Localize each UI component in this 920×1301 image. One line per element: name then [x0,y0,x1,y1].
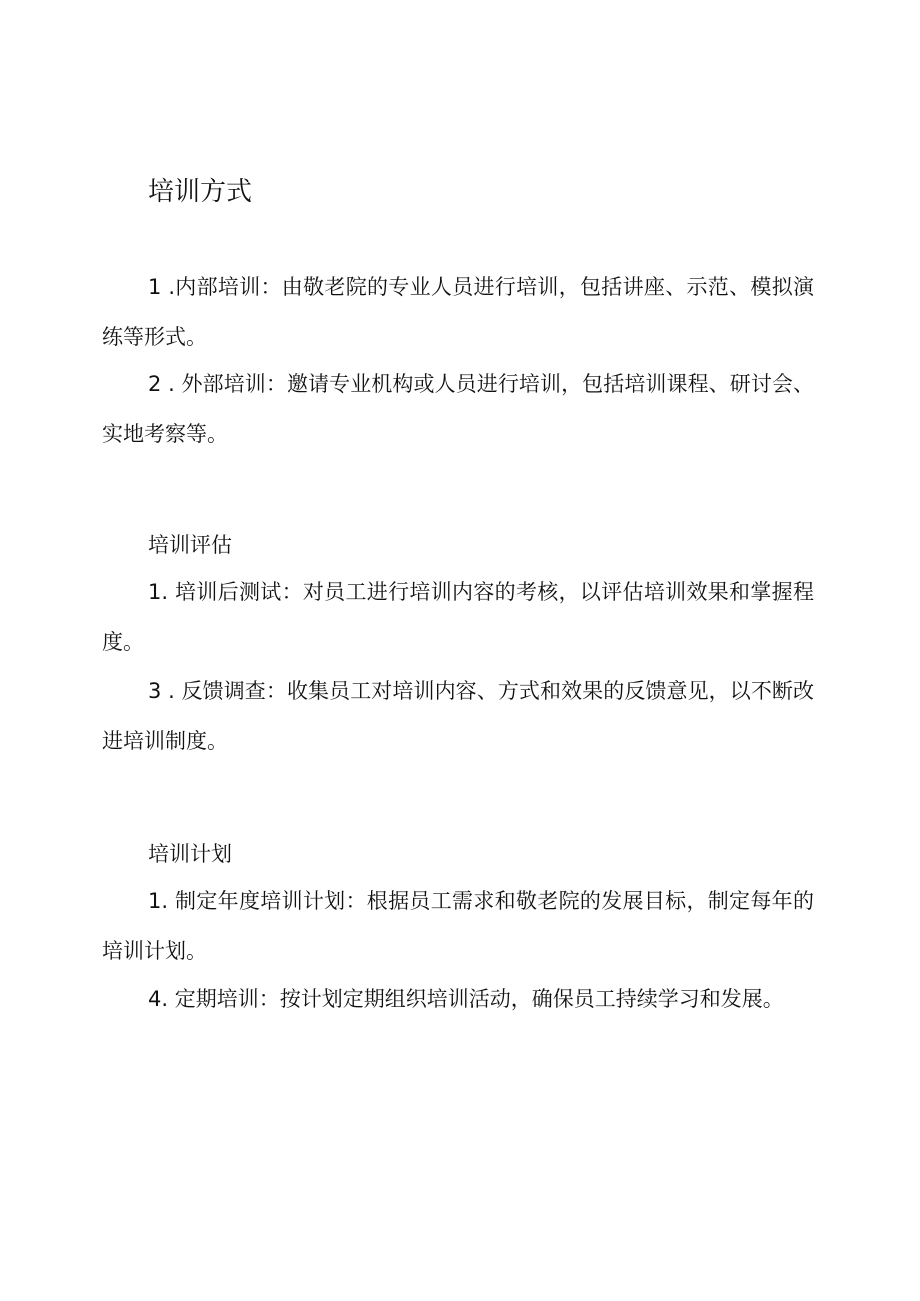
training-methods-item-1: 1 .内部培训：由敬老院的专业人员进行培训，包括讲座、示范、模拟演练等形式。 [102,275,814,349]
training-evaluation-item-1: 1. 培训后测试：对员工进行培训内容的考核，以评估培训效果和掌握程度。 [102,580,814,654]
training-plan-item-2: 4. 定期培训：按计划定期组织培训活动，确保员工持续学习和发展。 [148,987,784,1011]
training-plan-item-1: 1. 制定年度培训计划：根据员工需求和敬老院的发展目标，制定每年的培训计划。 [102,889,814,963]
section-title-training-plan: 培训计划 [148,842,232,866]
section-title-training-evaluation: 培训评估 [148,533,232,557]
training-methods-item-2: 2 . 外部培训：邀请专业机构或人员进行培训，包括培训课程、研讨会、实地考察等。 [102,372,814,446]
training-evaluation-item-2: 3 . 反馈调查：收集员工对培训内容、方式和效果的反馈意见，以不断改进培训制度。 [102,679,814,753]
section-title-training-methods: 培训方式 [148,177,253,207]
